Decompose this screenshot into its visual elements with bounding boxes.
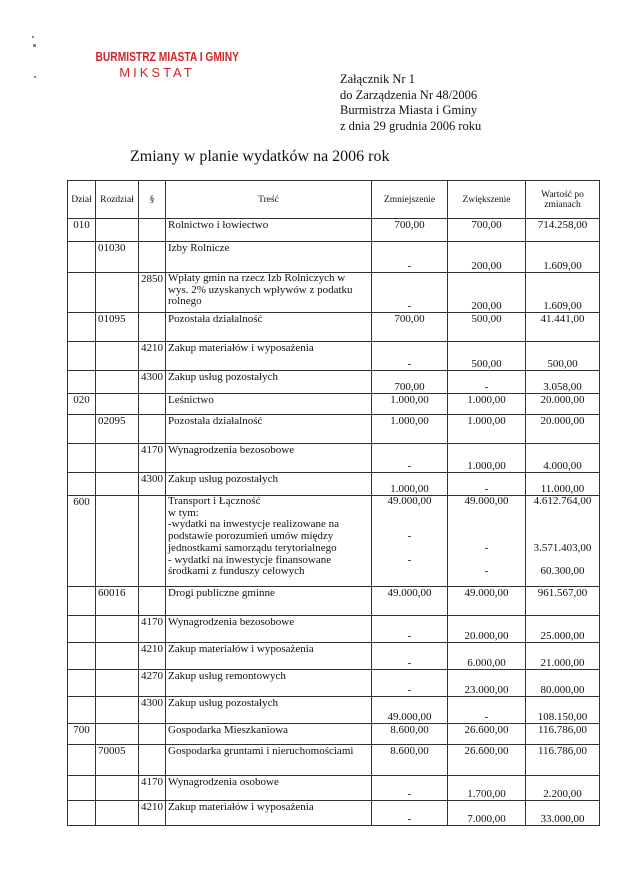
cell-dzial bbox=[68, 697, 96, 724]
cell-wartosc: 1.609,00 bbox=[526, 242, 600, 273]
cell-dzial bbox=[68, 670, 96, 697]
cell-dzial bbox=[68, 444, 96, 473]
cell-zwiekszenie: 500,00 bbox=[448, 342, 526, 371]
cell-dzial bbox=[68, 313, 96, 342]
header-dzial: Dział bbox=[68, 181, 96, 219]
cell-rozdzial bbox=[96, 394, 139, 415]
cell-line: Zakup usług pozostałych bbox=[168, 371, 278, 383]
cell-tresc bbox=[166, 219, 372, 242]
cell-zwiekszenie: - bbox=[448, 473, 526, 496]
cell-tresc bbox=[166, 273, 372, 313]
cell-wartosc: 714.258,00 bbox=[526, 219, 600, 242]
cell-line: -wydatki na inwestycje realizowane na bbox=[168, 518, 340, 531]
cell-paragraph bbox=[139, 724, 166, 745]
cell-zmniejszenie: 700,00 bbox=[372, 371, 448, 394]
cell-zmniejszenie: 49.000,00 bbox=[372, 587, 448, 616]
cell-line: Zakup materiałów i wyposażenia bbox=[168, 801, 314, 813]
stamp-line-1: BURMISTRZ MIASTA I GMINY bbox=[95, 50, 239, 64]
header-zwiekszenie: Zwiększenie bbox=[448, 181, 526, 219]
cell-dzial bbox=[68, 643, 96, 670]
cell-paragraph: 4300 bbox=[139, 473, 166, 496]
cell-zwiekszenie: 23.000,00 bbox=[448, 670, 526, 697]
cell-line: podstawie porozumień umów między bbox=[168, 530, 334, 543]
cell-rozdzial bbox=[96, 801, 139, 826]
cell-wartosc: 33.000,00 bbox=[526, 801, 600, 826]
cell-paragraph: 2850 bbox=[139, 273, 166, 313]
cell-rozdzial bbox=[96, 342, 139, 371]
cell-zmniejszenie: - bbox=[372, 776, 448, 801]
cell-zmniejszenie: 700,00 bbox=[372, 313, 448, 342]
cell-zmniejszenie: - bbox=[372, 273, 448, 313]
cell-line: Zakup materiałów i wyposażenia bbox=[168, 643, 314, 655]
cell-line: Zakup usług pozostałych bbox=[168, 473, 278, 485]
cell-paragraph bbox=[139, 313, 166, 342]
cell-zmniejszenie: 1.000,00 bbox=[372, 473, 448, 496]
cell-rozdzial bbox=[96, 273, 139, 313]
cell-zwiekszenie: 20.000,00 bbox=[448, 616, 526, 643]
cell-line: Transport i Łączność bbox=[168, 495, 261, 507]
cell-tresc bbox=[166, 496, 372, 587]
annex-line: do Zarządzenia Nr 48/2006 bbox=[340, 87, 478, 102]
cell-rozdzial bbox=[96, 371, 139, 394]
cell-line: rolnego bbox=[168, 295, 202, 308]
cell-zwiekszenie: 49.000,00 bbox=[448, 587, 526, 616]
cell-zwiekszenie: 26.600,00 bbox=[448, 745, 526, 776]
annex-line: z dnia 29 grudnia 2006 roku bbox=[340, 118, 482, 133]
cell-tresc bbox=[166, 415, 372, 444]
table-row bbox=[68, 313, 600, 342]
cell-line: Gospodarka gruntami i nieruchomościami bbox=[168, 745, 354, 757]
table-row bbox=[68, 697, 600, 724]
cell-tresc bbox=[166, 342, 372, 371]
table-row bbox=[68, 801, 600, 826]
annex-header bbox=[340, 72, 481, 134]
cell-line bbox=[374, 543, 445, 555]
cell-zmniejszenie: - bbox=[372, 342, 448, 371]
cell-paragraph: 4170 bbox=[139, 616, 166, 643]
table-row bbox=[68, 745, 600, 776]
cell-zmniejszenie bbox=[372, 496, 448, 587]
official-stamp bbox=[82, 50, 239, 80]
cell-paragraph: 4300 bbox=[139, 697, 166, 724]
cell-paragraph bbox=[139, 219, 166, 242]
cell-tresc bbox=[166, 616, 372, 643]
cell-line: - bbox=[407, 553, 412, 566]
cell-dzial bbox=[68, 242, 96, 273]
cell-tresc bbox=[166, 697, 372, 724]
cell-dzial bbox=[68, 371, 96, 394]
cell-rozdzial bbox=[96, 616, 139, 643]
cell-line: 3.571.403,00 bbox=[533, 541, 592, 554]
stamp-line-2: MIKSTAT bbox=[119, 65, 195, 80]
cell-paragraph bbox=[139, 415, 166, 444]
cell-wartosc: 20.000,00 bbox=[526, 415, 600, 444]
table-row bbox=[68, 394, 600, 415]
cell-zmniejszenie: - bbox=[372, 242, 448, 273]
header-tresc: Treść bbox=[166, 181, 372, 219]
cell-zmniejszenie: 8.600,00 bbox=[372, 724, 448, 745]
table-row bbox=[68, 616, 600, 643]
cell-dzial bbox=[68, 616, 96, 643]
cell-zwiekszenie: 1.000,00 bbox=[448, 415, 526, 444]
header-rozdzial: Rozdział bbox=[96, 181, 139, 219]
cell-wartosc: 500,00 bbox=[526, 342, 600, 371]
cell-tresc bbox=[166, 242, 372, 273]
cell-wartosc: 41.441,00 bbox=[526, 313, 600, 342]
cell-paragraph: 4170 bbox=[139, 444, 166, 473]
cell-line: Wynagrodzenia bezosobowe bbox=[168, 616, 295, 628]
cell-dzial: 700 bbox=[68, 724, 96, 745]
cell-zwiekszenie: 1.000,00 bbox=[448, 444, 526, 473]
table-row bbox=[68, 415, 600, 444]
cell-wartosc: 25.000,00 bbox=[526, 616, 600, 643]
cell-zwiekszenie: 200,00 bbox=[448, 273, 526, 313]
cell-tresc bbox=[166, 724, 372, 745]
cell-dzial bbox=[68, 473, 96, 496]
cell-paragraph: 4300 bbox=[139, 371, 166, 394]
cell-tresc bbox=[166, 670, 372, 697]
scan-speck bbox=[32, 36, 34, 38]
cell-wartosc: 20.000,00 bbox=[526, 394, 600, 415]
scan-speck bbox=[33, 44, 36, 47]
cell-tresc bbox=[166, 444, 372, 473]
cell-line: Drogi publiczne gminne bbox=[168, 587, 275, 599]
cell-tresc bbox=[166, 394, 372, 415]
cell-paragraph bbox=[139, 745, 166, 776]
cell-line: Leśnictwo bbox=[168, 394, 214, 406]
cell-line: - bbox=[407, 530, 412, 543]
cell-paragraph: 4210 bbox=[139, 342, 166, 371]
cell-tresc bbox=[166, 587, 372, 616]
cell-dzial bbox=[68, 801, 96, 826]
scan-speck bbox=[34, 76, 36, 78]
cell-zmniejszenie: - bbox=[372, 643, 448, 670]
cell-line: Pozostała działalność bbox=[168, 415, 263, 427]
cell-line: - bbox=[484, 565, 489, 578]
cell-line: środkami z funduszy celowych bbox=[168, 565, 305, 578]
cell-zmniejszenie: - bbox=[372, 616, 448, 643]
annex-line: Burmistrza Miasta i Gminy bbox=[340, 103, 478, 117]
cell-zwiekszenie bbox=[448, 496, 526, 587]
cell-wartosc: 1.609,00 bbox=[526, 273, 600, 313]
cell-dzial bbox=[68, 776, 96, 801]
cell-line: Wynagrodzenia bezosobowe bbox=[168, 444, 295, 456]
table-row bbox=[68, 371, 600, 394]
table-row bbox=[68, 219, 600, 242]
cell-line: Zakup usług pozostałych bbox=[168, 697, 278, 709]
document-title: Zmiany w planie wydatków na 2006 rok bbox=[130, 148, 390, 165]
cell-wartosc: 21.000,00 bbox=[526, 643, 600, 670]
table-row bbox=[68, 444, 600, 473]
cell-zwiekszenie: - bbox=[448, 697, 526, 724]
cell-rozdzial: 02095 bbox=[96, 415, 139, 444]
cell-line: 60.300,00 bbox=[540, 565, 585, 578]
cell-tresc bbox=[166, 371, 372, 394]
cell-line: Izby Rolnicze bbox=[168, 242, 230, 254]
cell-rozdzial bbox=[96, 697, 139, 724]
table-row bbox=[68, 342, 600, 371]
cell-wartosc: 3.058,00 bbox=[526, 371, 600, 394]
table-row bbox=[68, 670, 600, 697]
table-row bbox=[68, 643, 600, 670]
cell-rozdzial: 01095 bbox=[96, 313, 139, 342]
cell-line: wys. 2% uzyskanych wpływów z podatku bbox=[168, 283, 353, 296]
cell-zwiekszenie: 200,00 bbox=[448, 242, 526, 273]
cell-dzial: 600 bbox=[68, 496, 96, 587]
cell-zmniejszenie: 700,00 bbox=[372, 219, 448, 242]
cell-dzial bbox=[68, 415, 96, 444]
cell-wartosc: 108.150,00 bbox=[526, 697, 600, 724]
cell-zmniejszenie: - bbox=[372, 670, 448, 697]
cell-dzial: 020 bbox=[68, 394, 96, 415]
cell-line: 4.612.764,00 bbox=[533, 495, 592, 507]
cell-zwiekszenie: 7.000,00 bbox=[448, 801, 526, 826]
cell-line: 49.000,00 bbox=[387, 495, 432, 507]
cell-wartosc: 116.786,00 bbox=[526, 745, 600, 776]
cell-line: Wynagrodzenia osobowe bbox=[168, 776, 279, 788]
cell-zmniejszenie: 1.000,00 bbox=[372, 415, 448, 444]
cell-line: 49.000,00 bbox=[464, 495, 509, 507]
cell-tresc bbox=[166, 801, 372, 826]
annex-line: Załącznik Nr 1 bbox=[340, 72, 415, 86]
cell-rozdzial bbox=[96, 643, 139, 670]
header-zmniejszenie: Zmniejszenie bbox=[372, 181, 448, 219]
table-header-row bbox=[68, 181, 600, 219]
cell-wartosc: 80.000,00 bbox=[526, 670, 600, 697]
cell-rozdzial bbox=[96, 776, 139, 801]
cell-wartosc bbox=[526, 496, 600, 587]
header-paragraph: § bbox=[139, 181, 166, 219]
cell-dzial bbox=[68, 587, 96, 616]
cell-line: Pozostała działalność bbox=[168, 313, 263, 325]
cell-zmniejszenie: 49.000,00 bbox=[372, 697, 448, 724]
cell-rozdzial bbox=[96, 473, 139, 496]
cell-line: Zakup usług remontowych bbox=[168, 670, 286, 682]
expenditure-table bbox=[67, 180, 600, 826]
cell-tresc bbox=[166, 745, 372, 776]
cell-tresc bbox=[166, 313, 372, 342]
cell-rozdzial bbox=[96, 724, 139, 745]
cell-zwiekszenie: - bbox=[448, 371, 526, 394]
cell-zwiekszenie: 700,00 bbox=[448, 219, 526, 242]
cell-line: - wydatki na inwestycje finansowane bbox=[168, 553, 332, 566]
table-row bbox=[68, 724, 600, 745]
header-wartosc: Wartość po zmianach bbox=[526, 181, 600, 219]
table-row bbox=[68, 776, 600, 801]
cell-rozdzial: 01030 bbox=[96, 242, 139, 273]
cell-zmniejszenie: 1.000,00 bbox=[372, 394, 448, 415]
cell-zmniejszenie: 8.600,00 bbox=[372, 745, 448, 776]
table-row bbox=[68, 496, 600, 587]
cell-rozdzial bbox=[96, 496, 139, 587]
cell-dzial bbox=[68, 342, 96, 371]
cell-zwiekszenie: 26.600,00 bbox=[448, 724, 526, 745]
cell-zwiekszenie: 1.700,00 bbox=[448, 776, 526, 801]
cell-line: Zakup materiałów i wyposażenia bbox=[168, 342, 314, 354]
table-row bbox=[68, 273, 600, 313]
cell-paragraph bbox=[139, 496, 166, 587]
table-row bbox=[68, 473, 600, 496]
cell-wartosc: 961.567,00 bbox=[526, 587, 600, 616]
cell-zwiekszenie: 6.000,00 bbox=[448, 643, 526, 670]
cell-rozdzial bbox=[96, 444, 139, 473]
cell-dzial: 010 bbox=[68, 219, 96, 242]
cell-wartosc: 116.786,00 bbox=[526, 724, 600, 745]
cell-dzial bbox=[68, 745, 96, 776]
cell-paragraph: 4270 bbox=[139, 670, 166, 697]
table-row bbox=[68, 587, 600, 616]
cell-rozdzial: 70005 bbox=[96, 745, 139, 776]
cell-paragraph bbox=[139, 242, 166, 273]
cell-line: jednostkami samorządu terytorialnego bbox=[168, 541, 337, 554]
cell-wartosc: 11.000,00 bbox=[526, 473, 600, 496]
cell-wartosc: 4.000,00 bbox=[526, 444, 600, 473]
cell-line: - bbox=[484, 541, 489, 554]
cell-line: Rolnictwo i łowiectwo bbox=[168, 219, 269, 231]
cell-line bbox=[374, 566, 445, 578]
cell-zmniejszenie: - bbox=[372, 444, 448, 473]
cell-line: w tym: bbox=[168, 506, 199, 519]
cell-rozdzial bbox=[96, 219, 139, 242]
cell-tresc bbox=[166, 643, 372, 670]
cell-rozdzial: 60016 bbox=[96, 587, 139, 616]
cell-zmniejszenie: - bbox=[372, 801, 448, 826]
cell-dzial bbox=[68, 273, 96, 313]
cell-paragraph: 4170 bbox=[139, 776, 166, 801]
cell-paragraph bbox=[139, 587, 166, 616]
cell-paragraph bbox=[139, 394, 166, 415]
cell-tresc bbox=[166, 776, 372, 801]
cell-tresc bbox=[166, 473, 372, 496]
cell-wartosc: 2.200,00 bbox=[526, 776, 600, 801]
table-row bbox=[68, 242, 600, 273]
cell-line: Wpłaty gmin na rzecz Izb Rolniczych w bbox=[168, 272, 346, 284]
cell-line: Gospodarka Mieszkaniowa bbox=[168, 724, 289, 736]
cell-paragraph: 4210 bbox=[139, 801, 166, 826]
cell-rozdzial bbox=[96, 670, 139, 697]
cell-zwiekszenie: 500,00 bbox=[448, 313, 526, 342]
cell-paragraph: 4210 bbox=[139, 643, 166, 670]
cell-zwiekszenie: 1.000,00 bbox=[448, 394, 526, 415]
